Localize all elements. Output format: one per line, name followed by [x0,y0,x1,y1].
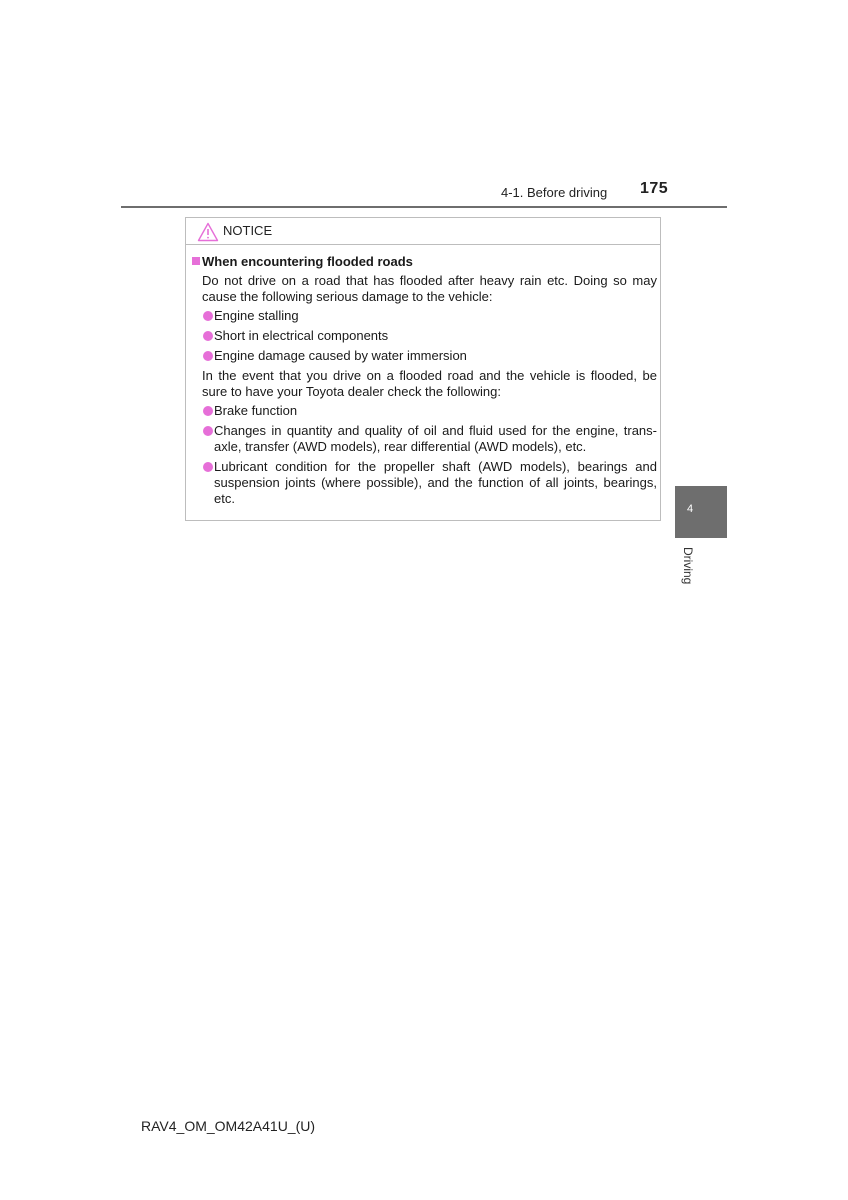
circle-bullet-icon [203,311,213,321]
chapter-label: Driving [681,547,695,585]
list-item-text: Changes in quantity and quality of oil and fluid used for the engine, transaxle, transfer (AWD models), rear differential (AWD models), etc. [214,423,657,454]
chapter-tab [675,486,727,538]
check-intro-paragraph: In the event that you drive on a flooded road and the vehicle is flooded, be sure to have your Toyota dealer check the following: [202,368,657,399]
list-item-text: Short in electrical components [214,328,389,343]
square-bullet-icon [192,257,200,265]
list-item [191,308,657,324]
footer-manual-code: RAV4_OM_OM42A41U_(U) [141,1118,316,1134]
circle-bullet-icon [203,406,213,416]
circle-bullet-icon [203,426,213,436]
list-item-text: Engine damage caused by water immersion [214,348,467,363]
warning-triangle-icon [197,222,219,242]
page-number: 175 [640,180,669,197]
notice-body [191,254,657,511]
notice-box [185,217,661,521]
list-item-text: Lubricant condition for the propeller shaft (AWD models), bearings and suspension joints (where possible), and the function of all joints, bearings, etc. [214,459,657,506]
header-section-title: 4-1. Before driving [501,185,608,200]
list-item [191,423,657,455]
notice-heading-text: When encountering flooded roads [202,254,413,269]
circle-bullet-icon [203,351,213,361]
list-item [191,459,657,507]
list-item [191,403,657,419]
notice-header [186,218,660,245]
intro-paragraph: Do not drive on a road that has flooded after heavy rain etc. Doing so may cause the following serious damage to the vehicle: [202,273,657,304]
list-item [191,328,657,344]
notice-heading [191,254,657,270]
list-item [191,348,657,364]
circle-bullet-icon [203,462,213,472]
list-item-text: Engine stalling [214,308,299,323]
circle-bullet-icon [203,331,213,341]
header-rule [121,206,727,208]
list-item-text: Brake function [214,403,298,418]
chapter-number: 4 [687,503,694,515]
notice-label: NOTICE [223,223,273,238]
